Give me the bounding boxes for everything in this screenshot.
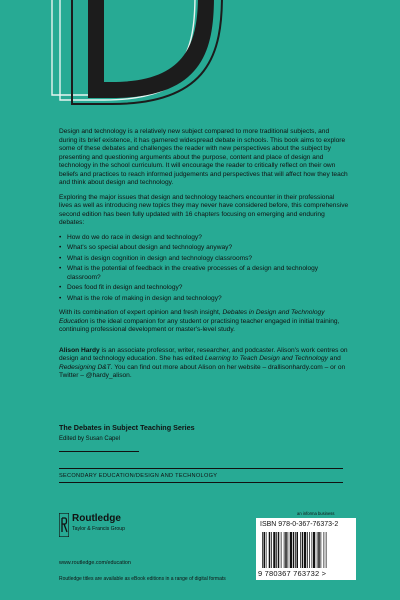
barcode-bar	[266, 532, 267, 568]
series-editor: Edited by Susan Capel	[59, 436, 121, 442]
list-item: • How do we do race in design and technology?	[59, 234, 349, 243]
barcode-bar	[264, 532, 266, 568]
barcode-bar	[302, 532, 304, 568]
barcode-bar	[307, 532, 308, 568]
barcode-bar	[313, 532, 315, 568]
bio-text: . You can find out more about Alison on her website – drallisonhardy.com – or on Twitter – @hardy_alison.	[59, 363, 346, 379]
barcode-bar	[317, 532, 318, 568]
bio-text: is an associate professor, writer, researcher, and podcaster. Alison's work centres on design and technology education. She has edited	[59, 346, 348, 362]
list-item: • Does food fit in design and technology?	[59, 284, 349, 293]
paragraph-text: With its combination of expert opinion and fresh insight,	[59, 309, 223, 316]
blurb-paragraph-2: Exploring the major issues that design and technology teachers encounter in their professional lives as well as introducing new topics they may never have considered before, this comprehensive second edition has been fully updated with 16 chapters focusing on emerging and enduring debates:	[59, 193, 349, 226]
barcode-bar	[262, 532, 263, 568]
author-name: Alison Hardy	[59, 346, 100, 354]
list-item: • What is design cognition in design and technology classrooms?	[59, 255, 349, 264]
barcode-bar	[288, 532, 289, 568]
bio-text: and	[327, 355, 341, 362]
isbn-number: ISBN 978-0-367-76373-2	[260, 521, 339, 528]
barcode-bar	[326, 532, 327, 568]
barcode-bar	[321, 532, 322, 568]
paragraph-text: is the ideal companion for any student or practising teacher engaged in initial training, continuing professional development or master's-level study.	[59, 317, 340, 333]
book-title-italic: Debates in Design and Technology Education	[59, 309, 325, 325]
series-title: The Debates in Subject Teaching Series	[59, 423, 195, 432]
barcode-bar	[276, 532, 277, 568]
subject-category: SECONDARY EDUCATION/DESIGN AND TECHNOLOGY	[59, 473, 218, 479]
book-title-italic: Learning to Teach Design and Technology	[204, 355, 328, 362]
publisher-name: Routledge	[72, 513, 121, 524]
publisher-website[interactable]: www.routledge.com/education	[59, 560, 131, 566]
barcode-bar	[284, 532, 285, 568]
barcode-bar	[312, 532, 313, 568]
barcode-bar	[293, 532, 295, 568]
author-bio	[59, 347, 349, 381]
barcode-bar	[273, 532, 275, 568]
barcode-bars	[260, 532, 352, 568]
routledge-r-icon	[59, 513, 69, 537]
list-item: • What is the role of making in design and technology?	[59, 295, 349, 304]
divider	[59, 468, 343, 469]
barcode-bar	[304, 532, 306, 568]
big-letter-d-graphic	[0, 0, 400, 110]
barcode-bar	[269, 532, 271, 568]
debate-topics-list	[59, 234, 349, 304]
blurb-paragraph-3	[59, 309, 349, 335]
isbn-barcode	[256, 518, 356, 580]
barcode-bar	[271, 532, 272, 568]
routledge-logo	[59, 513, 126, 539]
divider	[59, 482, 343, 483]
barcode-bar	[324, 532, 325, 568]
informa-tagline: an informa business	[297, 511, 335, 516]
book-title-italic: Redesigning D&T	[59, 363, 111, 371]
list-item: • What is the potential of feedback in the creative processes of a design and technology classroom?	[59, 265, 349, 282]
barcode-bar	[300, 532, 301, 568]
back-cover-blurb	[59, 128, 349, 387]
barcode-digits: 9 780367 763732 >	[258, 569, 327, 578]
divider	[59, 451, 139, 452]
barcode-bar	[295, 532, 296, 568]
blurb-paragraph-1: Design and technology is a relatively new subject compared to more traditional subjects, and during its brief existence, it has garnered widespread debate in schools. This book aims to explore some of these debates and challenges the reader with new perspectives about the subject by presenting and questioning arguments about the purpose, content and place of design and technology in the school curriculum. It will encourage the reader to critically reflect on their own beliefs and practices to reach informed judgements and perspectives that will affect how they teach and think about design and technology.	[59, 128, 348, 186]
barcode-bar	[281, 532, 282, 568]
ebook-note: Routledge titles are available as eBook editions in a range of digital formats	[59, 576, 226, 582]
list-item: • What's so special about design and technology anyway?	[59, 244, 349, 253]
barcode-bar	[309, 532, 310, 568]
barcode-bar	[318, 532, 320, 568]
barcode-bar	[285, 532, 287, 568]
barcode-bar	[290, 532, 292, 568]
barcode-bar	[278, 532, 280, 568]
publisher-group: Taylor & Francis Group	[72, 526, 126, 532]
barcode-bar	[297, 532, 299, 568]
